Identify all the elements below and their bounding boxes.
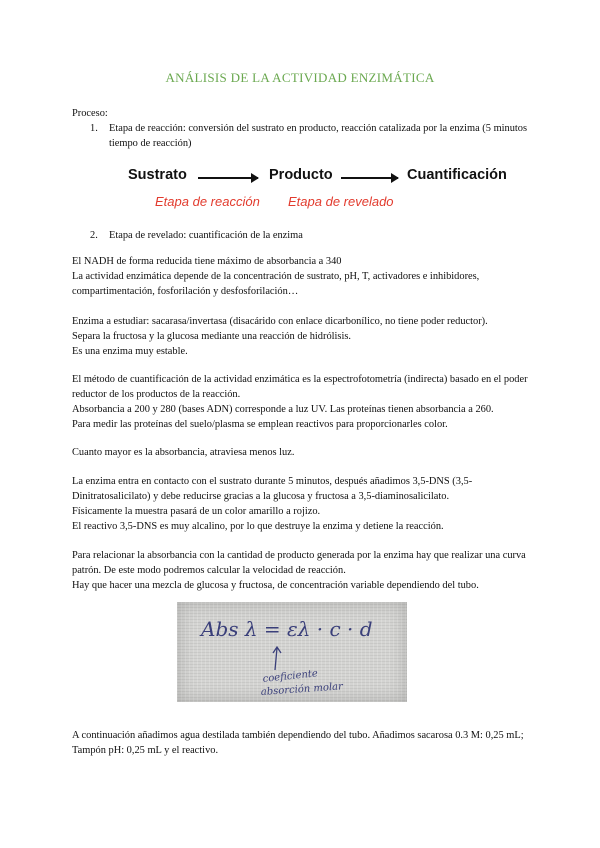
paragraph-curva-patron [72, 548, 542, 593]
step-text: Etapa de revelado: cuantificación de la enzima [109, 230, 303, 241]
handwritten-formula: Abs λ = ελ · c · d [201, 617, 373, 641]
right-arrow-icon [341, 177, 398, 179]
flow-stage-reaccion: Etapa de reacción [155, 194, 260, 209]
paragraph-reactivo [72, 474, 542, 534]
text-line: A continuación añadimos agua destilada también dependiendo del tubo. Añadimos sacarosa 0.3 M: 0,25 mL; Tampón pH: 0,25 mL y el reactivo. [72, 730, 524, 756]
paragraph-absorbancia [72, 445, 542, 460]
paragraph-enzima [72, 314, 542, 359]
flow-item-sustrato: Sustrato [128, 167, 187, 183]
flow-item-producto: Producto [269, 167, 333, 183]
handwritten-formula-photo [177, 602, 407, 702]
step-text: Etapa de reacción: conversión del sustrato en producto, reacción catalizada por la enzima (5 minutos tiempo de reacción) [109, 123, 528, 149]
text-line: Para medir las proteínas del suelo/plasma se emplean reactivos para proporcionarles color. [72, 419, 448, 430]
text-line: Enzima a estudiar: sacarasa/invertasa (disacárido con enlace dicarbonílico, no tiene poder reductor). [72, 316, 488, 327]
handwritten-note-line-2: absorción molar [260, 681, 344, 698]
flow-stage-revelado: Etapa de revelado [288, 194, 394, 209]
process-flow-diagram [128, 167, 507, 218]
text-line: Físicamente la muestra pasará de un color amarillo a rojizo. [72, 506, 321, 517]
text-line: La enzima entra en contacto con el sustrato durante 5 minutos, después añadimos 3,5-DNS (3,5-Dinitratosalicilato) y debe reducirse gracias a la glucosa y fructosa a 3,5-diaminosalicilato. [72, 476, 473, 502]
handwriting-drawing [177, 602, 407, 702]
text-line: La actividad enzimática depende de la concentración de sustrato, pH, T, activadores e inhibidores, compartimentación, fosforilación y desfosforilación… [72, 271, 480, 297]
text-line: Absorbancia a 200 y 280 (bases ADN) corresponde a luz UV. Las proteínas tienen absorbancia a 260. [72, 404, 494, 415]
handwritten-arrow-icon [273, 647, 281, 670]
paragraph-continuacion [72, 728, 542, 758]
step-number: 1. [90, 123, 98, 134]
text-line: El reactivo 3,5-DNS es muy alcalino, por lo que destruye la enzima y detiene la reacción. [72, 521, 444, 532]
step-number: 2. [90, 230, 98, 241]
proceso-label: Proceso: [72, 108, 108, 119]
text-line: Para relacionar la absorbancia con la cantidad de producto generada por la enzima hay que realizar una curva patrón. De este modo podremos calcular la velocidad de reacción. [72, 550, 526, 576]
text-line: Hay que hacer una mezcla de glucosa y fructosa, de concentración variable dependiendo del tubo. [72, 580, 479, 591]
right-arrow-icon [198, 177, 258, 179]
paragraph-metodo [72, 372, 542, 432]
text-line: Es una enzima muy estable. [72, 346, 188, 357]
text-line: Separa la fructosa y la glucosa mediante una reacción de hidrólisis. [72, 331, 351, 342]
text-line: El método de cuantificación de la actividad enzimática es la espectrofotometría (indirecta) basado en el poder reductor de los productos de la reacción. [72, 374, 528, 400]
text-line: El NADH de forma reducida tiene máximo de absorbancia a 340 [72, 256, 342, 267]
handwritten-note-line-1: coeficiente [262, 668, 319, 685]
page-title: ANÁLISIS DE LA ACTIVIDAD ENZIMÁTICA [165, 70, 435, 85]
paragraph-nadh [72, 254, 542, 299]
text-line: Cuanto mayor es la absorbancia, atraviesa menos luz. [72, 447, 295, 458]
flow-item-cuantificacion: Cuantificación [407, 167, 507, 183]
